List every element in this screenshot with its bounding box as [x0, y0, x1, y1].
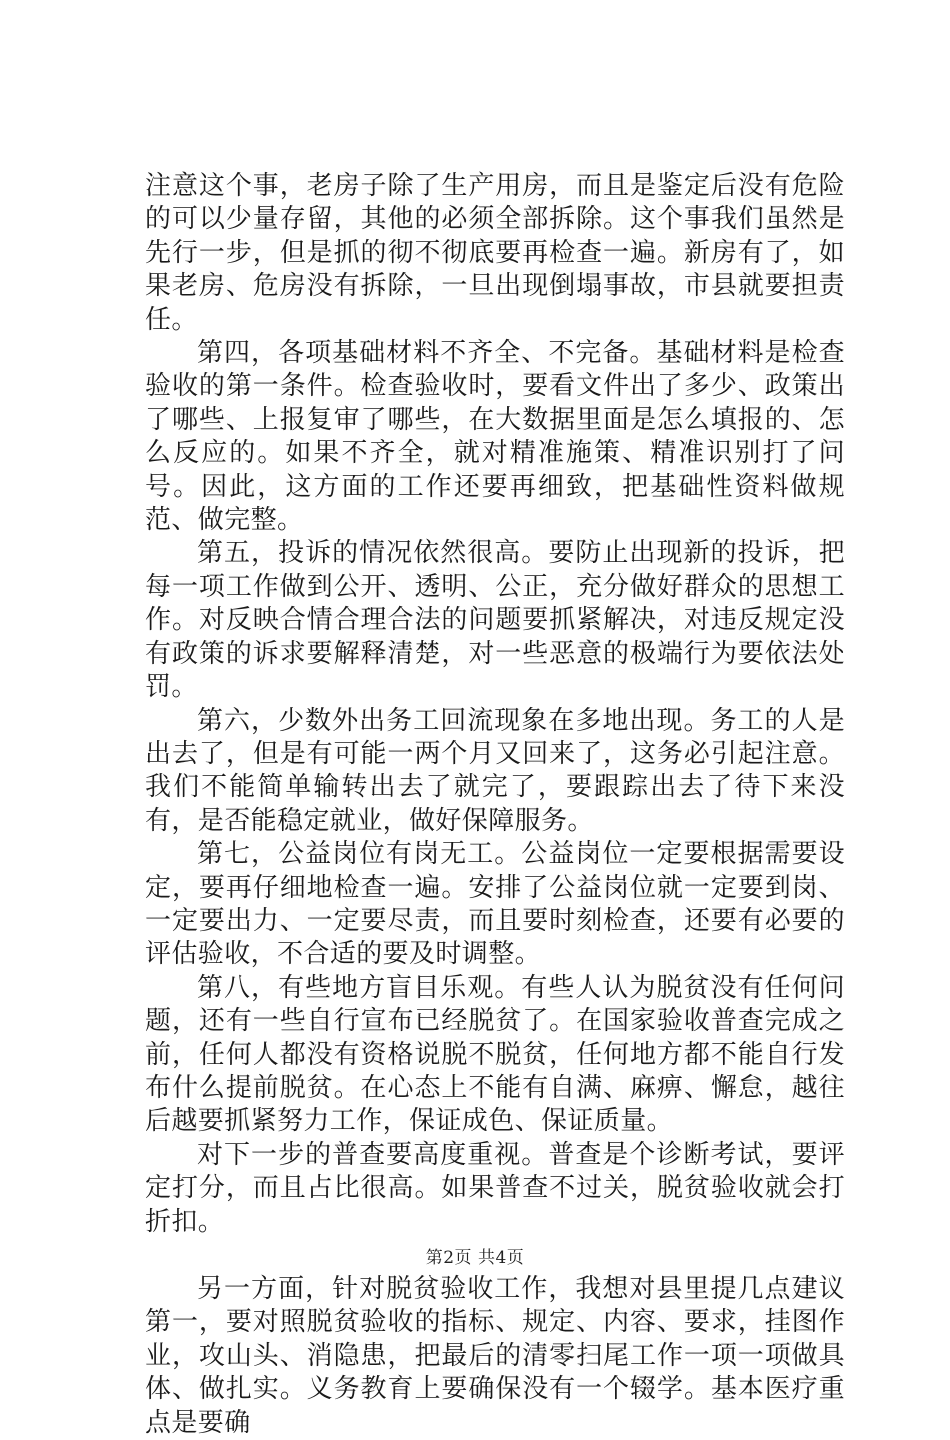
paragraph: 第八，有些地方盲目乐观。有些人认为脱贫没有任何问题，还有一些自行宣布已经脱贫了。在国家验收普查完成之前，任何人都没有资格说脱不脱贫，任何地方都不能自行发布什么提前脱贫。在心态上不能有自满、麻痹、懈怠，越往后越要抓紧努力工作，保证成色、保证质量。: [145, 972, 845, 1137]
paragraph: 对下一步的普查要高度重视。普查是个诊断考试，要评定打分，而且占比很高。如果普查不过关，脱贫验收就会打折扣。: [145, 1139, 845, 1237]
paragraph: 第七，公益岗位有岗无工。公益岗位一定要根据需要设定，要再仔细地检查一遍。安排了公益岗位就一定要到岗、一定要出力、一定要尽责，而且要时刻检查，还要有必要的评估验收，不合适的要及时调整。: [145, 839, 845, 970]
paragraph: 注意这个事，老房子除了生产用房，而且是鉴定后没有危险的可以少量存留，其他的必须全部拆除。这个事我们虽然是先行一步，但是抓的彻不彻底要再检查一遍。新房有了，如果老房、危房没有拆除，一旦出现倒塌事故，市县就要担责任。: [145, 171, 845, 335]
paragraph: 第六，少数外出务工回流现象在多地出现。务工的人是出去了，但是有可能一两个月又回来了，这务必引起注意。我们不能简单输转出去了就完了，要跟踪出去了待下来没有，是否能稳定就业，做好保障服务。: [145, 705, 845, 836]
page-number-footer: 第2页 共4页: [425, 1248, 525, 1268]
paragraph: 另一方面，针对脱贫验收工作，我想对县里提几点建议第一，要对照脱贫验收的指标、规定、内容、要求，挂图作业，攻山头、消隐患，把最后的清零扫尾工作一项一项做具体、做扎实。义务教育上要确保没有一个辍学。基本医疗重点是要确: [145, 1274, 845, 1438]
paragraph: 第四，各项基础材料不齐全、不完备。基础材料是检查验收的第一条件。检查验收时，要看文件出了多少、政策出了哪些、上报复审了哪些，在大数据里面是怎么填报的、怎么反应的。如果不齐全，就对精准施策、精准识别打了问号。因此，这方面的工作还要再细致，把基础性资料做规范、做完整。: [145, 338, 845, 536]
paragraph: 第五，投诉的情况依然很高。要防止出现新的投诉，把每一项工作做到公开、透明、公正，充分做好群众的思想工作。对反映合情合理合法的问题要抓紧解决，对违反规定没有政策的诉求要解释清楚，对一些恶意的极端行为要依法处罚。: [145, 538, 845, 703]
